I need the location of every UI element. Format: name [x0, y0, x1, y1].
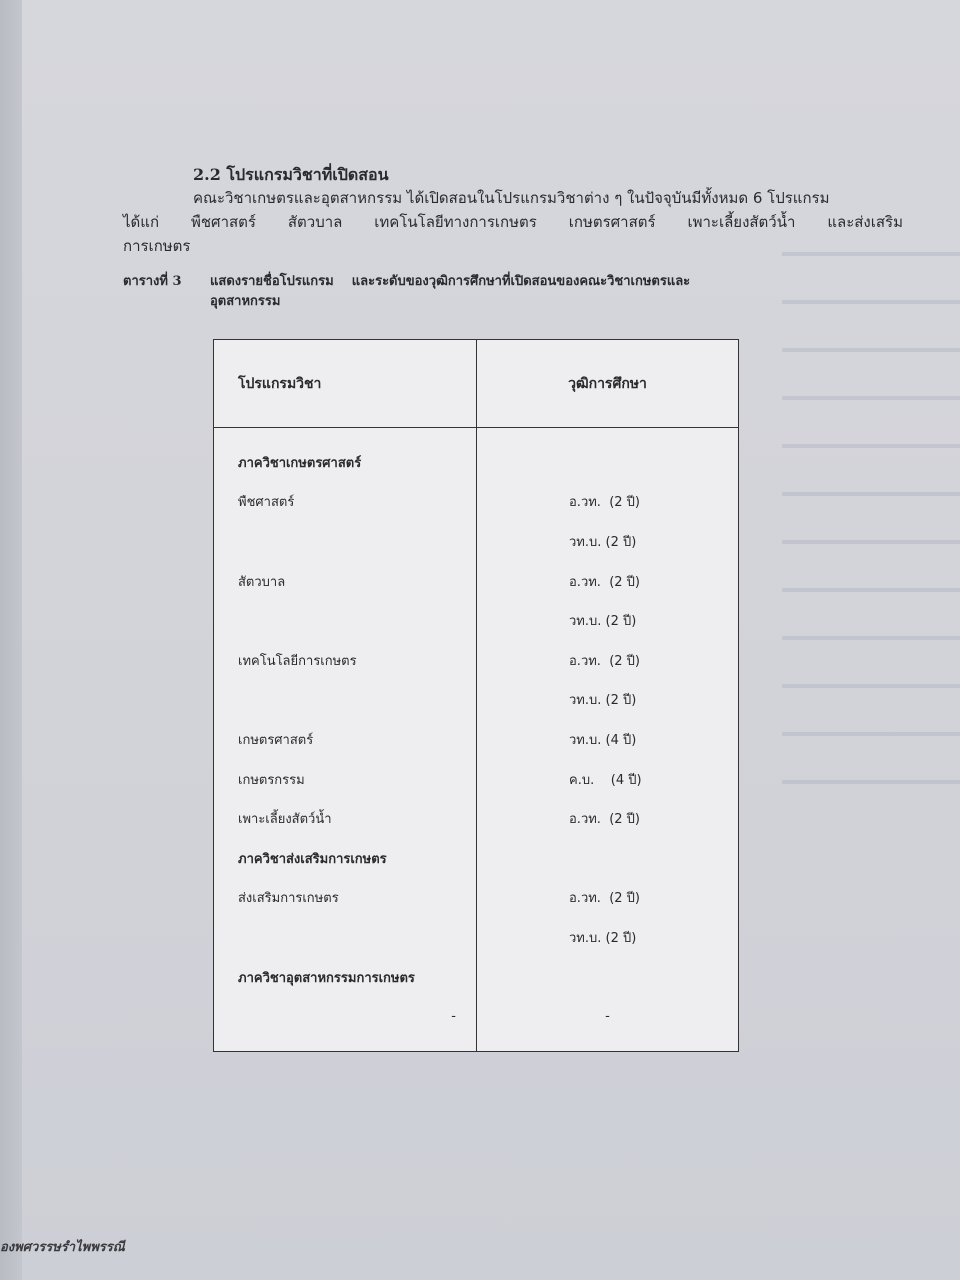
- table-row: [214, 918, 739, 958]
- page-spine: [0, 0, 22, 1280]
- degree-cell: อ.วท. (2 ปี): [477, 878, 739, 918]
- para-word: สัตวบาล: [287, 213, 343, 231]
- caption-line-1: แสดงรายชื่อโปรแกรม และระดับของวุฒิการศึกษาที่เปิดสอนของคณะวิชาเกษตรและ: [210, 274, 691, 289]
- program-cell: [214, 680, 477, 720]
- program-cell: สัตวบาล: [214, 561, 477, 601]
- degree-cell: วท.บ. (2 ปี): [477, 522, 739, 562]
- degree-cell: [477, 957, 739, 997]
- degree-cell: -: [477, 997, 739, 1037]
- para-word: เทคโนโลยีทางการเกษตร: [374, 213, 537, 231]
- degree-cell: อ.วท. (2 ปี): [477, 640, 739, 680]
- para-line-1: คณะวิชาเกษตรและอุตสาหกรรม ได้เปิดสอนในโปรแกรมวิชาต่าง ๆ ในปัจจุบันมีทั้งหมด 6 โปรแกรม: [193, 189, 830, 207]
- degree-cell: [477, 839, 739, 879]
- degree-cell: วท.บ. (2 ปี): [477, 601, 739, 641]
- table-row: [214, 442, 739, 482]
- program-cell: -: [214, 997, 477, 1037]
- intro-paragraph: [123, 186, 903, 258]
- para-word: พืชศาสตร์: [190, 213, 256, 231]
- department-name: ภาควิชาอุตสาหกรรมการเกษตร: [214, 957, 477, 997]
- para-word: เพาะเลี้ยงสัตว์น้ำ: [687, 213, 796, 231]
- header-program: โปรแกรมวิชา: [214, 340, 477, 428]
- table-row: [214, 680, 739, 720]
- para-word: ได้แก่: [123, 213, 160, 231]
- table-row: [214, 997, 739, 1037]
- table-row: [214, 759, 739, 799]
- table-row: [214, 799, 739, 839]
- caption-line-2: อุตสาหกรรม: [210, 294, 281, 309]
- table-row: [214, 720, 739, 760]
- table-row: [214, 839, 739, 879]
- program-cell: ส่งเสริมการเกษตร: [214, 878, 477, 918]
- table-row: [214, 482, 739, 522]
- degree-cell: อ.วท. (2 ปี): [477, 482, 739, 522]
- program-table: [213, 339, 739, 1052]
- table-row: [214, 561, 739, 601]
- degree-cell: วท.บ. (2 ปี): [477, 680, 739, 720]
- program-cell: [214, 522, 477, 562]
- department-name: ภาควิชาส่งเสริมการเกษตร: [214, 839, 477, 879]
- degree-cell: [477, 442, 739, 482]
- table-row: [214, 640, 739, 680]
- degree-cell: วท.บ. (4 ปี): [477, 720, 739, 760]
- para-word: และส่งเสริม: [827, 213, 903, 231]
- table-row: [214, 957, 739, 997]
- degree-cell: อ.วท. (2 ปี): [477, 561, 739, 601]
- para-line-3: การเกษตร: [123, 237, 191, 255]
- program-cell: เกษตรศาสตร์: [214, 720, 477, 760]
- caption-label: ตารางที่ 3: [123, 274, 182, 289]
- table-row: [214, 522, 739, 562]
- table-caption: [123, 272, 690, 312]
- table-row: [214, 878, 739, 918]
- department-name: ภาควิชาเกษตรศาสตร์: [214, 442, 477, 482]
- degree-cell: ค.บ. (4 ปี): [477, 759, 739, 799]
- program-cell: พืชศาสตร์: [214, 482, 477, 522]
- page-footer: องพศวรรษรำไพพรรณี: [0, 1240, 125, 1255]
- degree-cell: วท.บ. (2 ปี): [477, 918, 739, 958]
- section-heading: 2.2 โปรแกรมวิชาที่เปิดสอน: [193, 165, 389, 184]
- header-degree: วุฒิการศึกษา: [477, 340, 739, 428]
- para-word: เกษตรศาสตร์: [568, 213, 656, 231]
- program-cell: เพาะเลี้ยงสัตว์น้ำ: [214, 799, 477, 839]
- program-cell: [214, 918, 477, 958]
- program-cell: [214, 601, 477, 641]
- bleed-through: [782, 230, 960, 790]
- table-row: [214, 601, 739, 641]
- table-header-row: [214, 340, 739, 428]
- program-cell: เทคโนโลยีการเกษตร: [214, 640, 477, 680]
- degree-cell: อ.วท. (2 ปี): [477, 799, 739, 839]
- program-cell: เกษตรกรรม: [214, 759, 477, 799]
- para-line-2: [123, 210, 903, 234]
